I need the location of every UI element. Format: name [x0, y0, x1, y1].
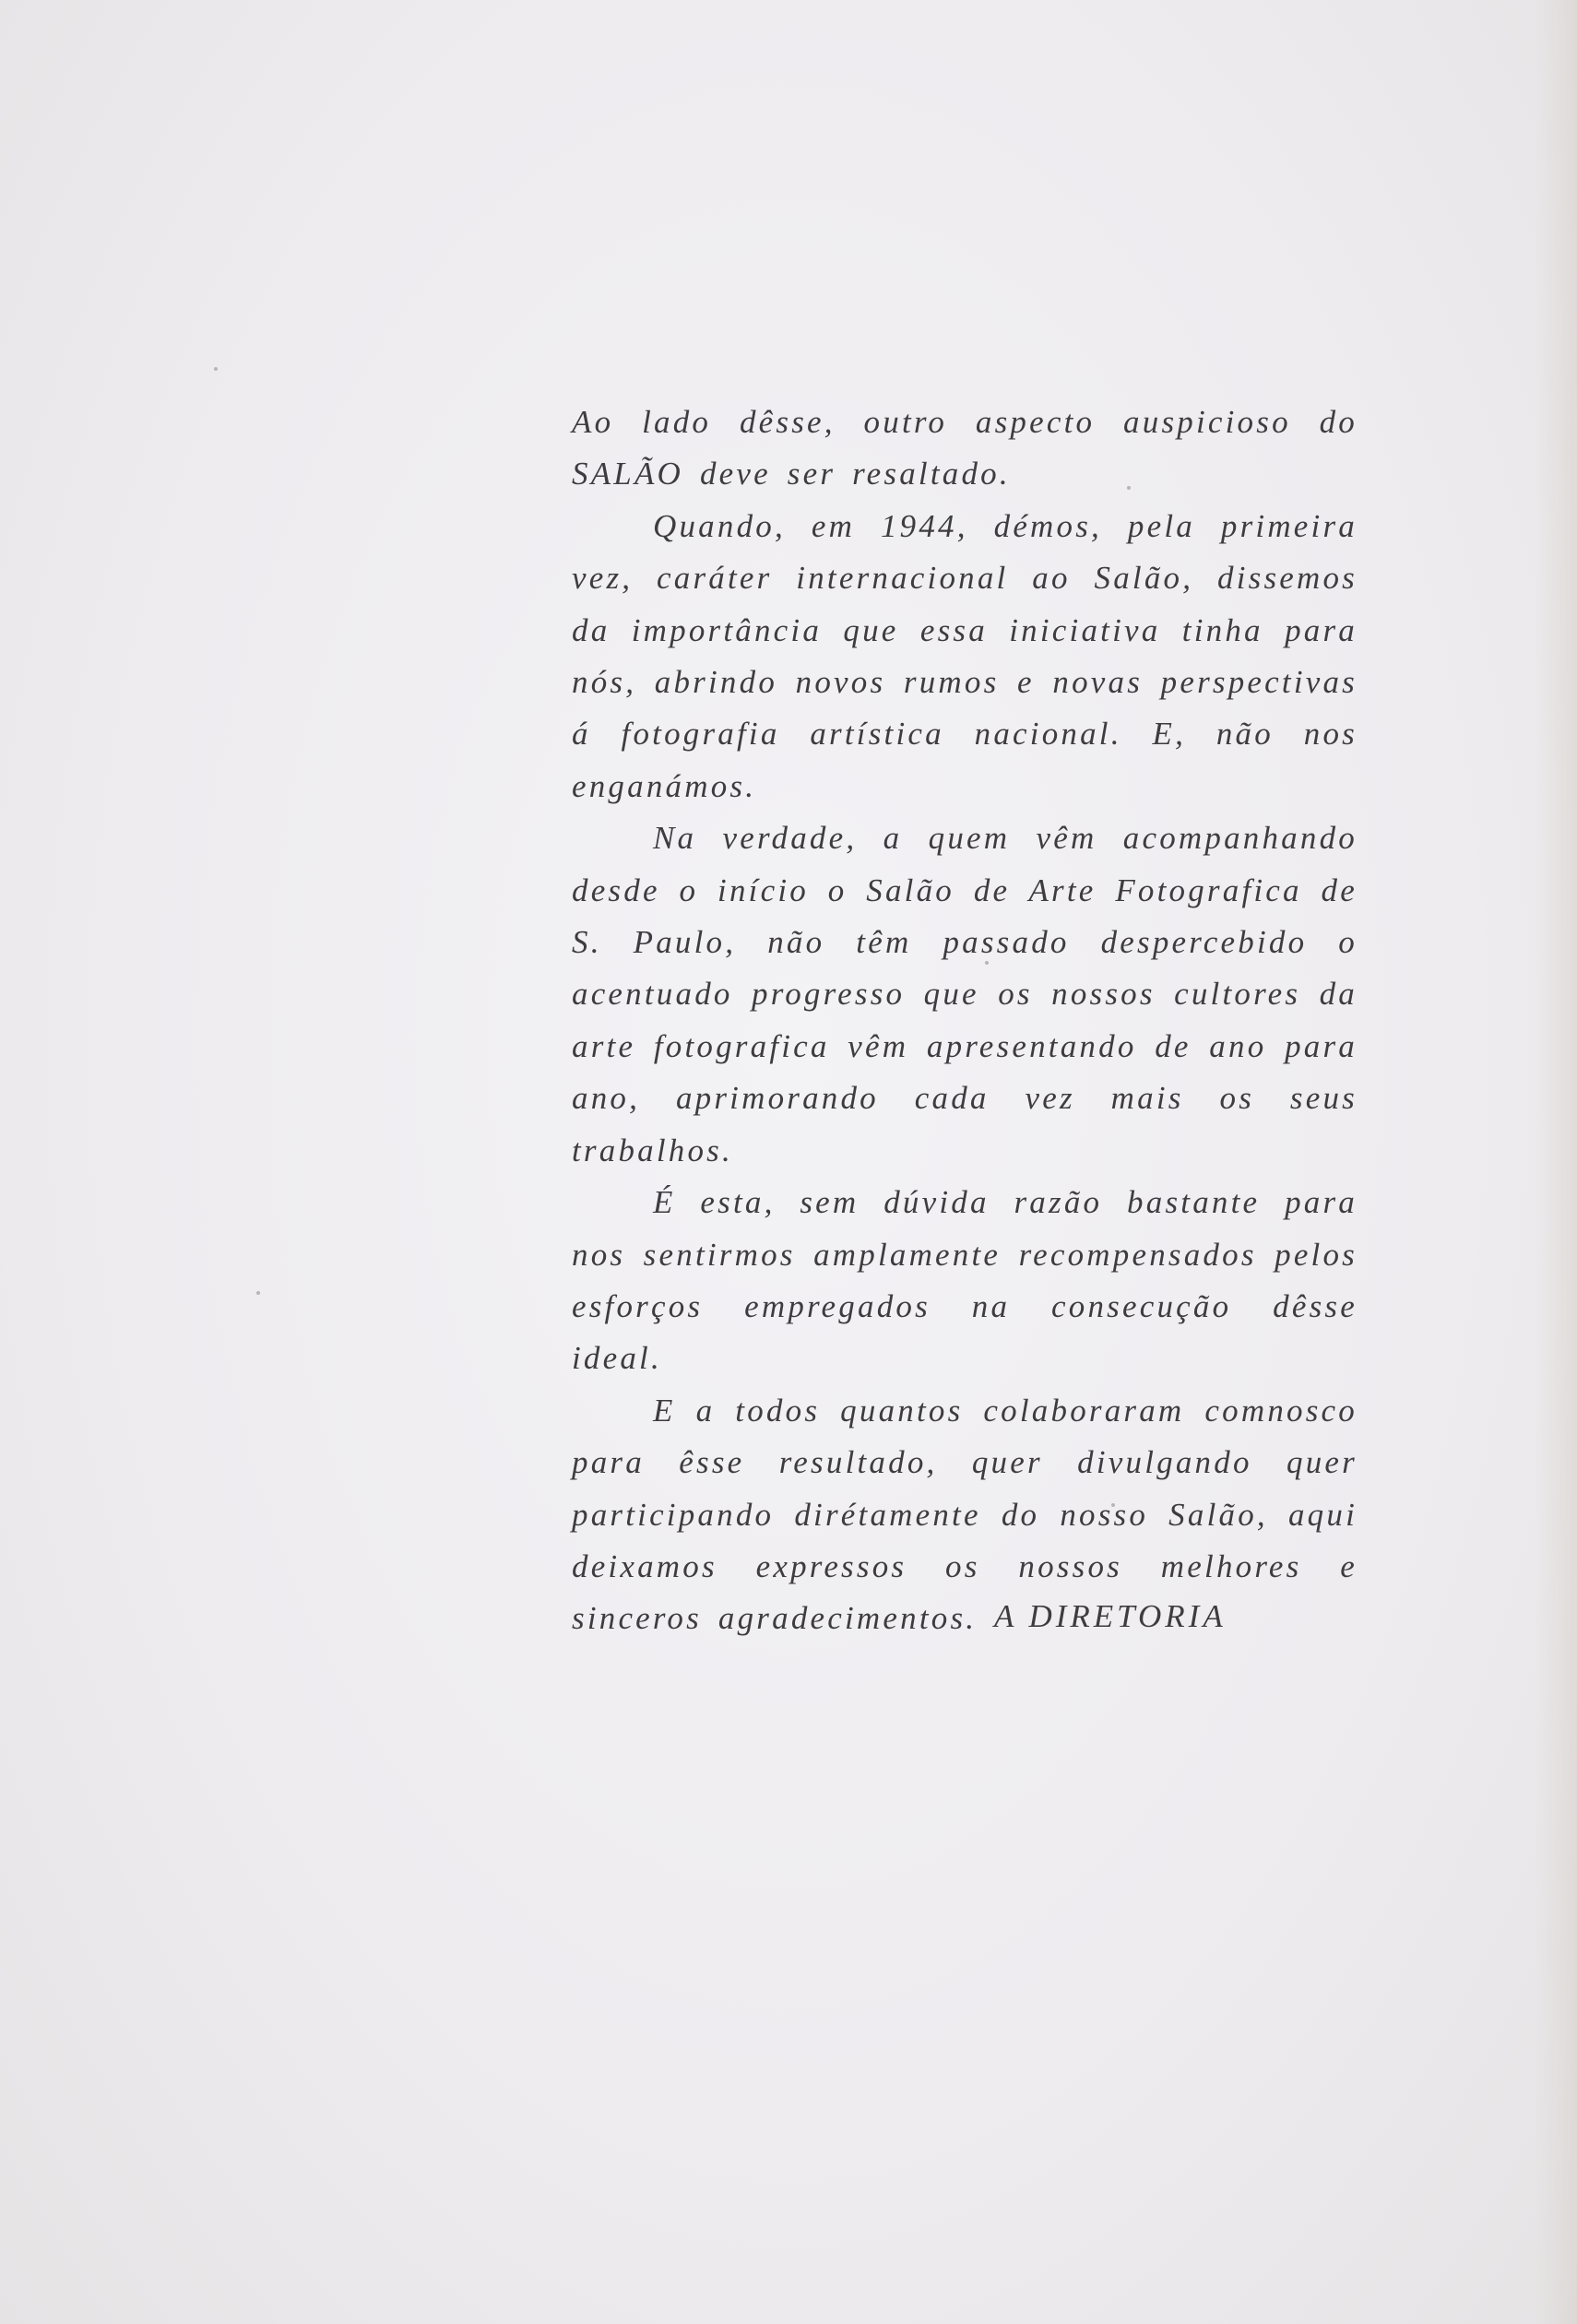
- page-edge-shadow: [1535, 0, 1577, 2324]
- paragraph: É esta, sem dúvida razão bastante para nos sentirmos amplamente recompensados pelos esforços empregados na consecução dêsse ideal.: [572, 1184, 1358, 1377]
- paper-speck: [214, 367, 218, 371]
- paper-speck: [256, 1291, 260, 1295]
- paragraph: Na verdade, a quem vêm acompanhando desde o início o Salão de Arte Fotografica de S. Paulo, não têm passado despercebido o acentuado progresso que os nossos cultores da arte fotografica vêm apresentando de ano para ano, aprimorando cada vez mais os seus trabalhos.: [572, 820, 1358, 1168]
- paragraph: Quando, em 1944, démos, pela primeira vez, caráter internacional ao Salão, dissemos da importância que essa iniciativa tinha para nós, abrindo novos rumos e novas perspectivas á fotografia artística nacional. E, não nos enganámos.: [572, 507, 1358, 804]
- signature: A DIRETORIA: [994, 1598, 1227, 1634]
- body-text: [572, 397, 1358, 1645]
- paragraph: Ao lado dêsse, outro aspecto auspicioso do SALÃO deve ser resaltado.: [572, 404, 1358, 492]
- paragraph: E a todos quantos colaboraram comnosco para êsse resultado, quer divulgando quer participando dirétamente do nosso Salão, aqui deixamos expressos os nossos melhores e sinceros agradecimentos.: [572, 1392, 1358, 1637]
